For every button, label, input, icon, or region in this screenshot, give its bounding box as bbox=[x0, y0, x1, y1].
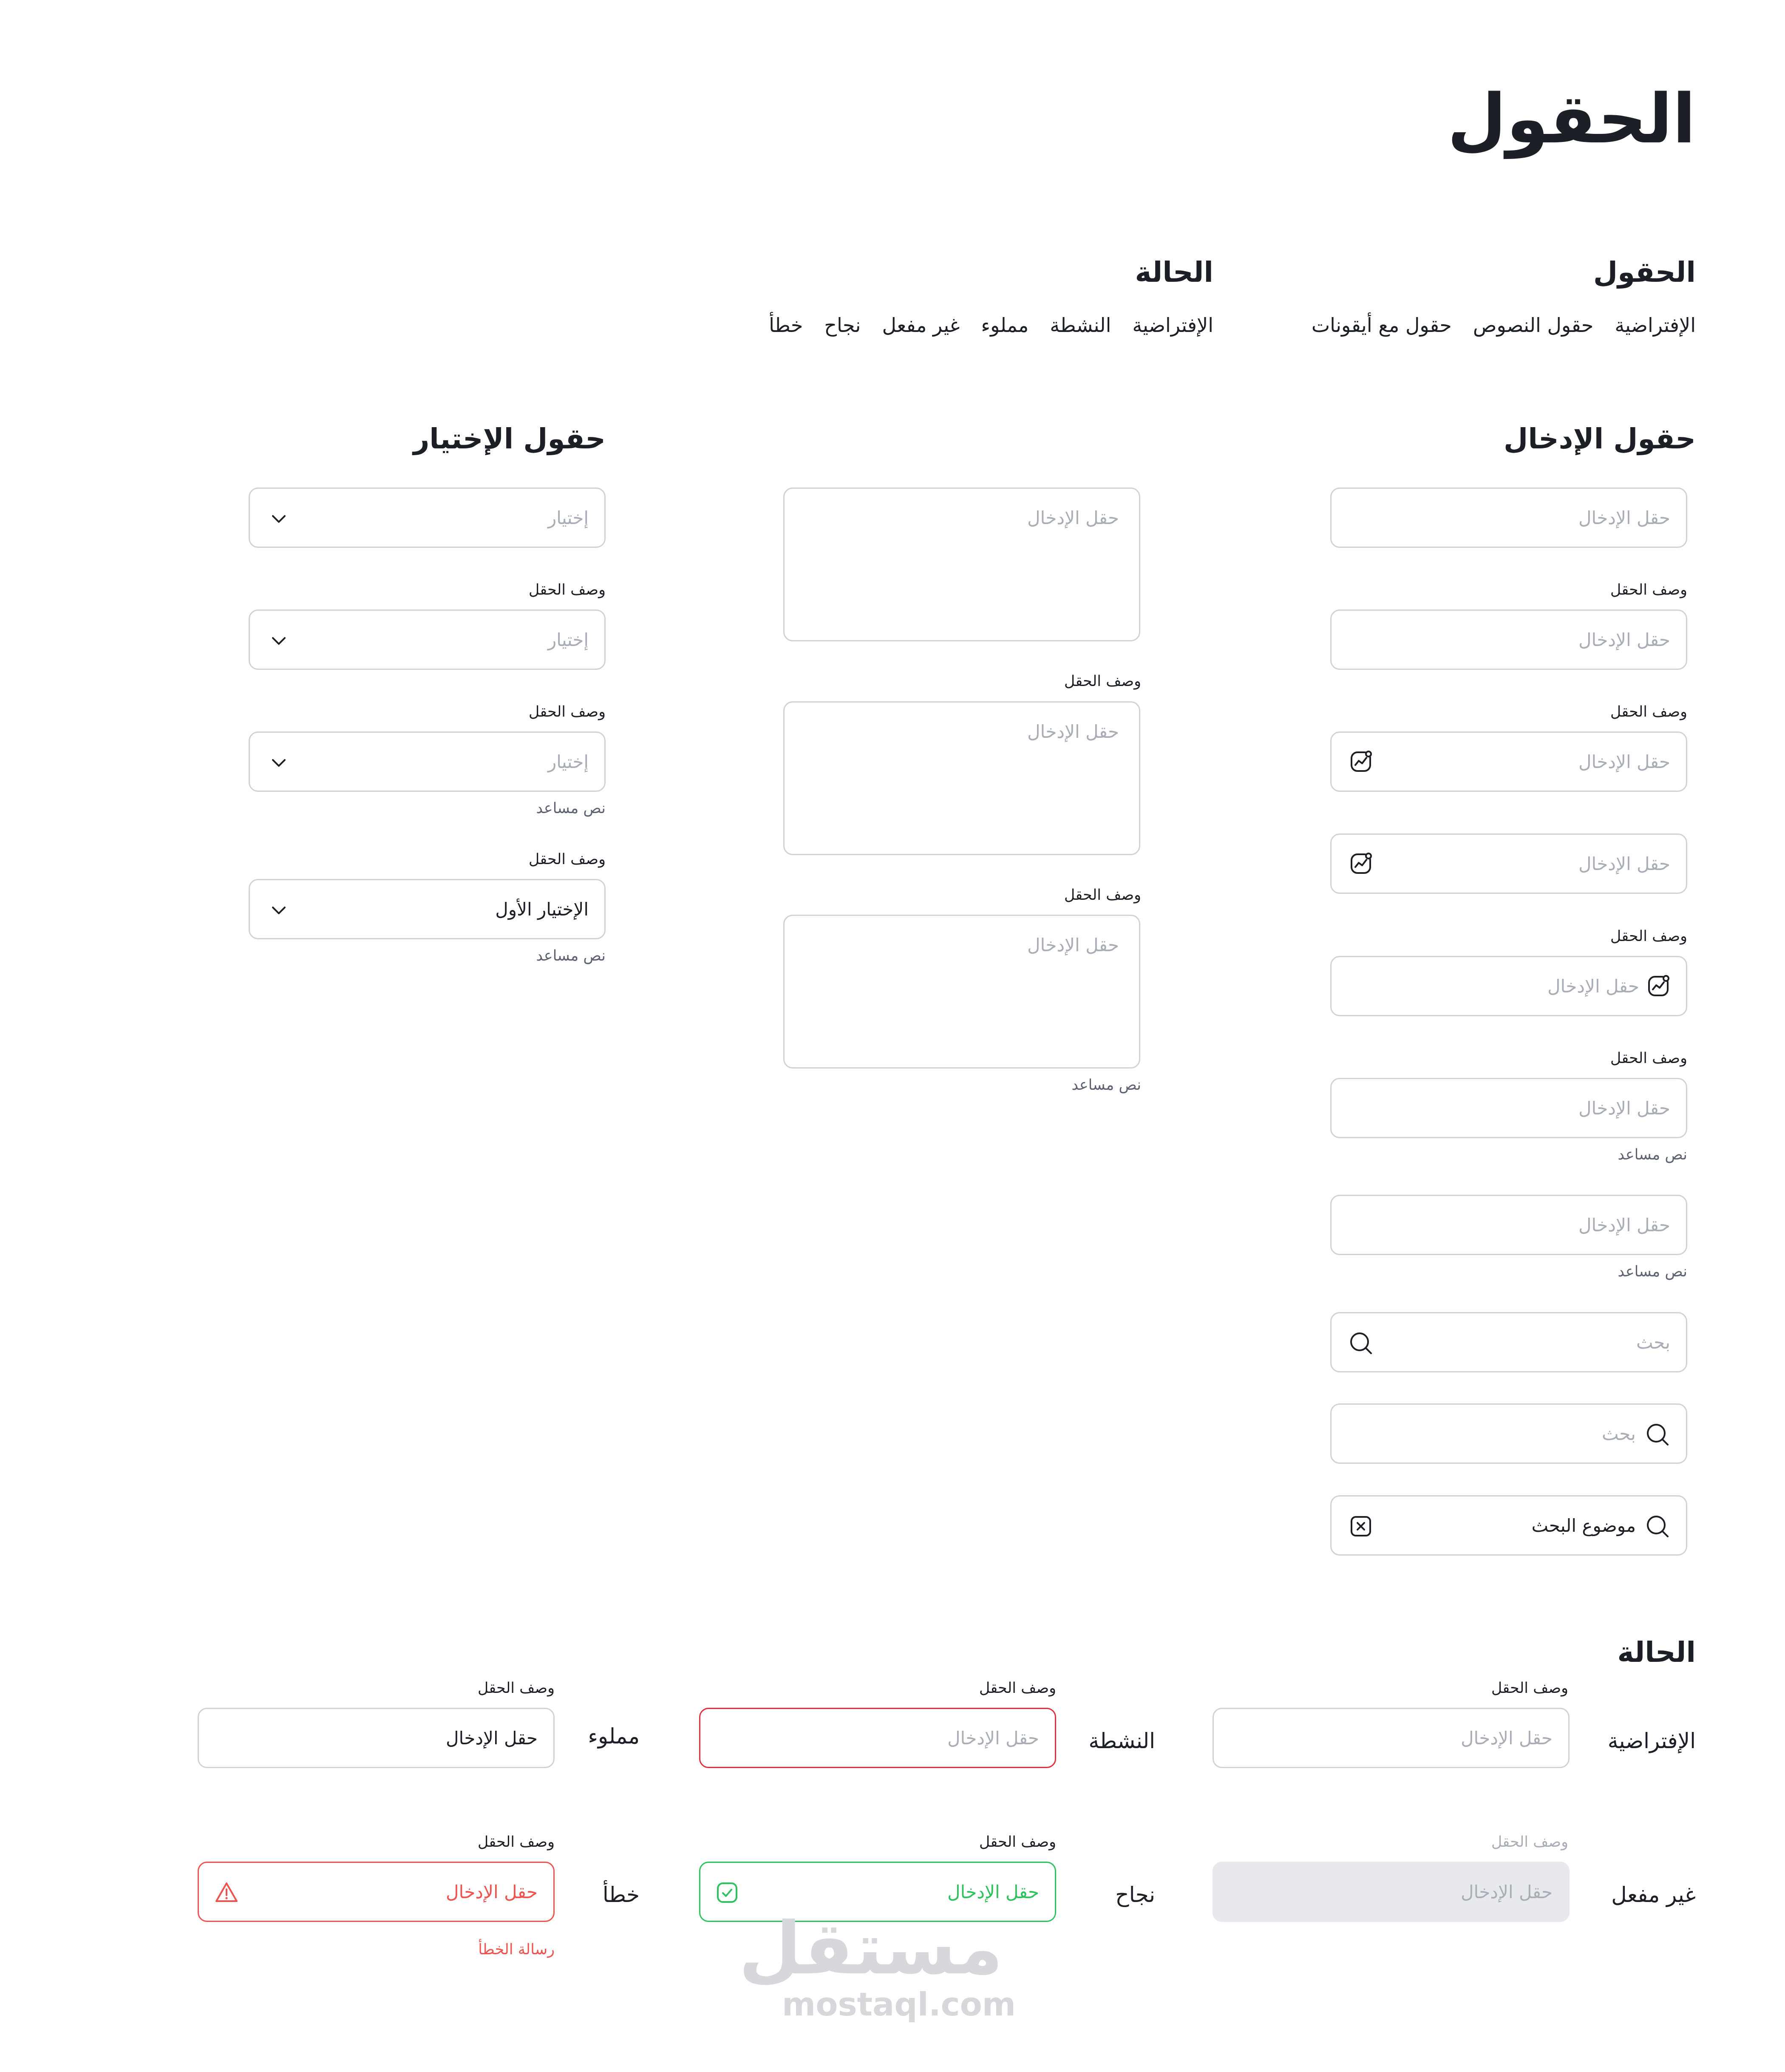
nav-link-state-filled[interactable]: مملوء bbox=[981, 314, 1029, 337]
textarea-placeholder: حقل الإدخال bbox=[1027, 721, 1119, 742]
input-value: حقل الإدخال bbox=[446, 1728, 538, 1749]
inputs-section-title: حقول الإدخال bbox=[1504, 422, 1696, 455]
textarea-placeholder: حقل الإدخال bbox=[1027, 507, 1119, 528]
textarea-default[interactable] bbox=[783, 488, 1140, 641]
search-icon bbox=[1645, 1514, 1670, 1539]
field-label: وصف الحقل bbox=[1610, 928, 1687, 945]
input-value: حقل الإدخال bbox=[446, 1882, 538, 1902]
nav-state-title: الحالة bbox=[1135, 256, 1213, 289]
field-label: وصف الحقل bbox=[528, 581, 606, 598]
state-label-default: الإفتراضية bbox=[1607, 1729, 1696, 1753]
textarea-with-label[interactable] bbox=[783, 701, 1140, 855]
input-state-error[interactable] bbox=[198, 1862, 555, 1922]
check-icon bbox=[714, 1880, 740, 1905]
chevron-down-icon bbox=[266, 897, 292, 923]
search-input-left-icon[interactable] bbox=[1330, 1312, 1687, 1372]
field-label: وصف الحقل bbox=[528, 851, 606, 868]
nav-link-state-error[interactable]: خطأ bbox=[769, 314, 803, 337]
nav-fields-title: الحقول bbox=[1593, 256, 1696, 289]
field-label: وصف الحقل bbox=[528, 703, 606, 720]
field-label: وصف الحقل bbox=[1610, 1050, 1687, 1067]
field-label: وصف الحقل bbox=[1064, 673, 1141, 690]
field-label: وصف الحقل bbox=[979, 1834, 1056, 1851]
select-filled[interactable] bbox=[249, 879, 606, 939]
warning-icon bbox=[214, 1880, 239, 1905]
nav-fields-links bbox=[1312, 315, 1696, 335]
input-icon-no-label[interactable] bbox=[1330, 833, 1687, 894]
helper-text: نص مساعد bbox=[1071, 1077, 1141, 1094]
field-label: وصف الحقل bbox=[1491, 1834, 1568, 1851]
field-label: وصف الحقل bbox=[477, 1680, 555, 1697]
input-state-filled[interactable] bbox=[198, 1708, 555, 1768]
state-label-success: نجاح bbox=[1115, 1882, 1155, 1907]
state-label-active: النشطة bbox=[1088, 1729, 1155, 1753]
input-value: حقل الإدخال bbox=[947, 1882, 1039, 1902]
watermark-arabic: مستقل bbox=[739, 1907, 1003, 1991]
nav-link-default[interactable]: الإفتراضية bbox=[1615, 314, 1696, 337]
search-placeholder: بحث bbox=[1601, 1423, 1636, 1444]
input-with-right-icon[interactable] bbox=[1330, 956, 1687, 1016]
watermark-latin: mostaql.com bbox=[782, 1985, 1016, 2023]
search-placeholder: بحث bbox=[1636, 1332, 1670, 1353]
search-input-filled[interactable] bbox=[1330, 1495, 1687, 1556]
watermark bbox=[739, 1907, 1016, 2023]
nav-link-state-success[interactable]: نجاح bbox=[824, 314, 861, 337]
search-icon bbox=[1348, 1330, 1374, 1356]
helper-text: نص مساعد bbox=[1618, 1146, 1687, 1163]
chevron-down-icon bbox=[266, 506, 292, 531]
search-value: موضوع البحث bbox=[1531, 1515, 1636, 1536]
select-placeholder: إختيار bbox=[547, 507, 589, 528]
input-placeholder: حقل الإدخال bbox=[1578, 751, 1670, 772]
input-placeholder: حقل الإدخال bbox=[1578, 853, 1670, 874]
trend-icon bbox=[1348, 851, 1374, 876]
page-title: الحقول bbox=[1447, 79, 1696, 159]
select-with-helper[interactable] bbox=[249, 731, 606, 792]
nav-link-icon-fields[interactable]: حقول مع أيقونات bbox=[1311, 314, 1452, 337]
select-placeholder: إختيار bbox=[547, 629, 589, 650]
search-icon bbox=[1645, 1422, 1670, 1447]
nav-link-state-disabled[interactable]: غير مفعل bbox=[882, 314, 960, 337]
select-default[interactable] bbox=[249, 488, 606, 548]
input-default[interactable] bbox=[1330, 488, 1687, 548]
select-value: الإختيار الأول bbox=[495, 899, 589, 920]
input-with-label[interactable] bbox=[1330, 609, 1687, 670]
nav-link-state-active[interactable]: النشطة bbox=[1050, 314, 1111, 337]
input-with-helper[interactable] bbox=[1330, 1078, 1687, 1138]
error-message: رسالة الخطأ bbox=[478, 1941, 555, 1958]
nav-link-state-default[interactable]: الإفتراضية bbox=[1132, 314, 1213, 337]
select-with-label[interactable] bbox=[249, 609, 606, 670]
input-placeholder: حقل الإدخال bbox=[947, 1728, 1039, 1749]
field-label: وصف الحقل bbox=[1610, 703, 1687, 720]
input-placeholder: حقل الإدخال bbox=[1461, 1882, 1553, 1902]
helper-text: نص مساعد bbox=[536, 800, 606, 817]
field-label: وصف الحقل bbox=[1610, 581, 1687, 598]
field-label: وصف الحقل bbox=[1491, 1680, 1568, 1697]
helper-text: نص مساعد bbox=[1618, 1263, 1687, 1280]
input-state-default[interactable] bbox=[1213, 1708, 1570, 1768]
select-placeholder: إختيار bbox=[547, 751, 589, 772]
input-placeholder: حقل الإدخال bbox=[1578, 1215, 1670, 1236]
input-placeholder: حقل الإدخال bbox=[1578, 629, 1670, 650]
input-helper-no-label[interactable] bbox=[1330, 1195, 1687, 1255]
state-label-error: خطأ bbox=[602, 1882, 640, 1907]
state-label-filled: مملوء bbox=[588, 1724, 640, 1749]
clear-icon[interactable] bbox=[1348, 1514, 1374, 1539]
chevron-down-icon bbox=[266, 628, 292, 653]
search-input-right-icon[interactable] bbox=[1330, 1403, 1687, 1464]
input-placeholder: حقل الإدخال bbox=[1461, 1728, 1553, 1749]
input-with-left-icon[interactable] bbox=[1330, 731, 1687, 792]
trend-icon bbox=[1646, 973, 1671, 999]
textarea-with-helper[interactable] bbox=[783, 915, 1140, 1069]
field-label: وصف الحقل bbox=[477, 1834, 555, 1851]
input-state-active[interactable] bbox=[699, 1708, 1056, 1768]
states-section-title: الحالة bbox=[1617, 1636, 1696, 1669]
input-placeholder: حقل الإدخال bbox=[1547, 976, 1639, 997]
trend-icon bbox=[1348, 749, 1374, 774]
field-label: وصف الحقل bbox=[979, 1680, 1056, 1697]
field-label: وصف الحقل bbox=[1064, 887, 1141, 904]
helper-text: نص مساعد bbox=[536, 947, 606, 964]
state-label-disabled: غير مفعل bbox=[1611, 1882, 1696, 1907]
chevron-down-icon bbox=[266, 750, 292, 775]
selects-section-title: حقول الإختيار bbox=[413, 422, 606, 455]
input-state-disabled bbox=[1213, 1862, 1570, 1922]
nav-link-text-fields[interactable]: حقول النصوص bbox=[1473, 314, 1594, 337]
input-placeholder: حقل الإدخال bbox=[1578, 1098, 1670, 1119]
nav-state-links bbox=[769, 315, 1213, 335]
textarea-placeholder: حقل الإدخال bbox=[1027, 935, 1119, 955]
input-placeholder: حقل الإدخال bbox=[1578, 507, 1670, 528]
